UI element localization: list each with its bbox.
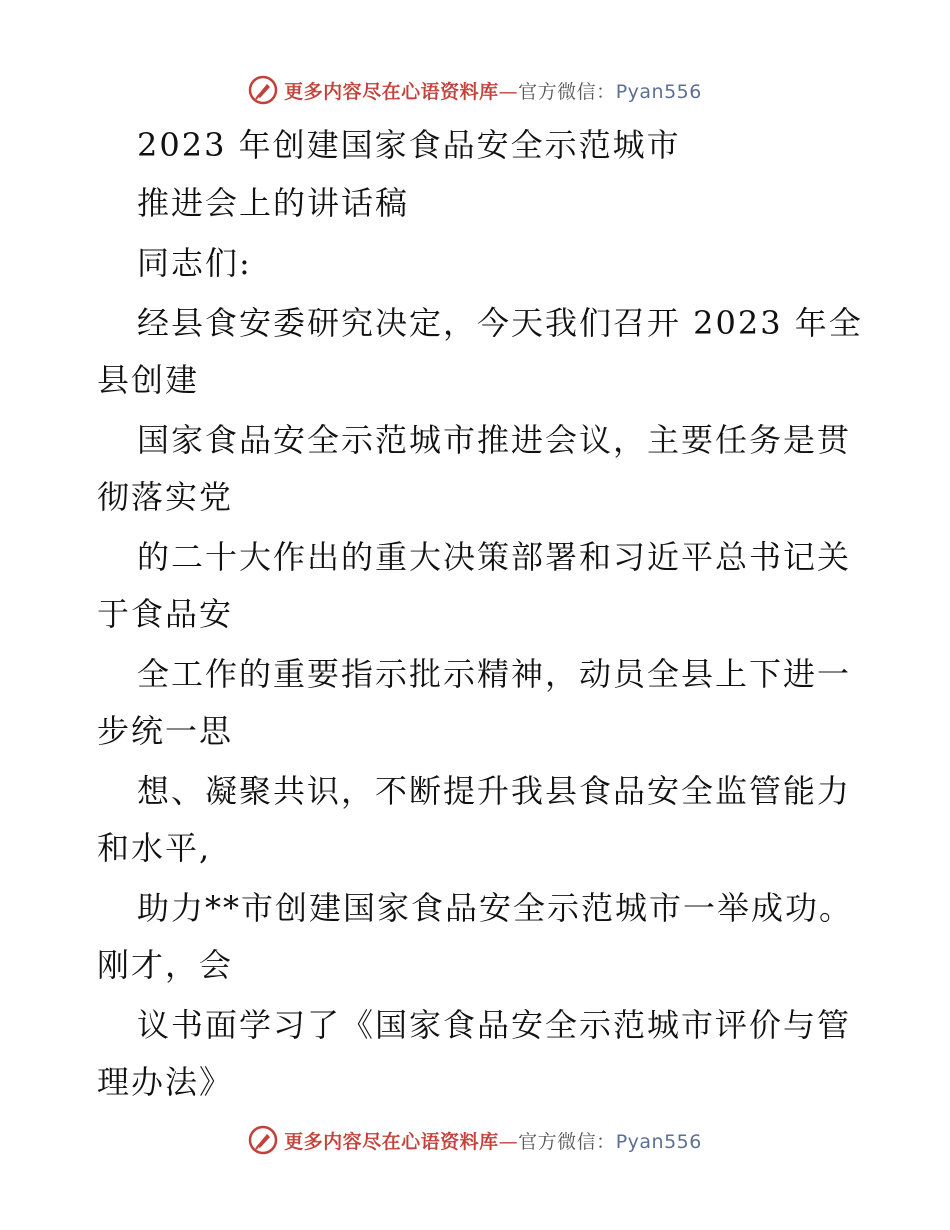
paragraph-line: 彻落实党 (97, 478, 234, 516)
footer-banner (0, 1120, 950, 1160)
banner-site-name: 更多内容尽在心语资料库 (284, 1130, 499, 1153)
red-quill-logo-icon (248, 1125, 278, 1155)
footer-banner-text (284, 1127, 702, 1154)
paragraph-line: 经县食安委研究决定，今天我们召开 2023 年全 (137, 304, 863, 342)
salutation: 同志们: (137, 244, 252, 282)
paragraph-line: 步统一思 (97, 712, 234, 750)
banner-wechat-label: 官方微信： (518, 80, 616, 103)
paragraph-line: 于食品安 (97, 595, 234, 633)
banner-dash: — (498, 1130, 519, 1153)
paragraph-line: 和水平, (97, 829, 212, 867)
document-title-line-2: 推进会上的讲话稿 (137, 184, 410, 222)
paragraph-line: 议书面学习了《国家食品安全示范城市评价与管 (137, 1006, 852, 1044)
paragraph-line: 国家食品安全示范城市推进会议，主要任务是贯 (137, 421, 852, 459)
banner-wechat-label: 官方微信： (518, 1130, 616, 1153)
paragraph-line: 理办法》 (97, 1063, 234, 1101)
paragraph-line: 县创建 (97, 361, 200, 399)
header-banner (0, 70, 950, 110)
paragraph-line: 全工作的重要指示批示精神，动员全县上下进一 (137, 655, 852, 693)
banner-dash: — (498, 80, 519, 103)
red-quill-logo-icon (248, 75, 278, 105)
paragraph-line: 想、凝聚共识，不断提升我县食品安全监管能力 (137, 772, 852, 810)
header-banner-text (284, 77, 702, 104)
paragraph-line: 刚才，会 (97, 946, 234, 984)
banner-wechat-id: Pyan556 (615, 1130, 702, 1153)
banner-wechat-id: Pyan556 (615, 80, 702, 103)
banner-site-name: 更多内容尽在心语资料库 (284, 80, 499, 103)
paragraph-line: 助力**市创建国家食品安全示范城市一举成功。 (137, 889, 854, 927)
document-title-line-1: 2023 年创建国家食品安全示范城市 (137, 126, 681, 164)
paragraph-line: 的二十大作出的重大决策部署和习近平总书记关 (137, 538, 852, 576)
